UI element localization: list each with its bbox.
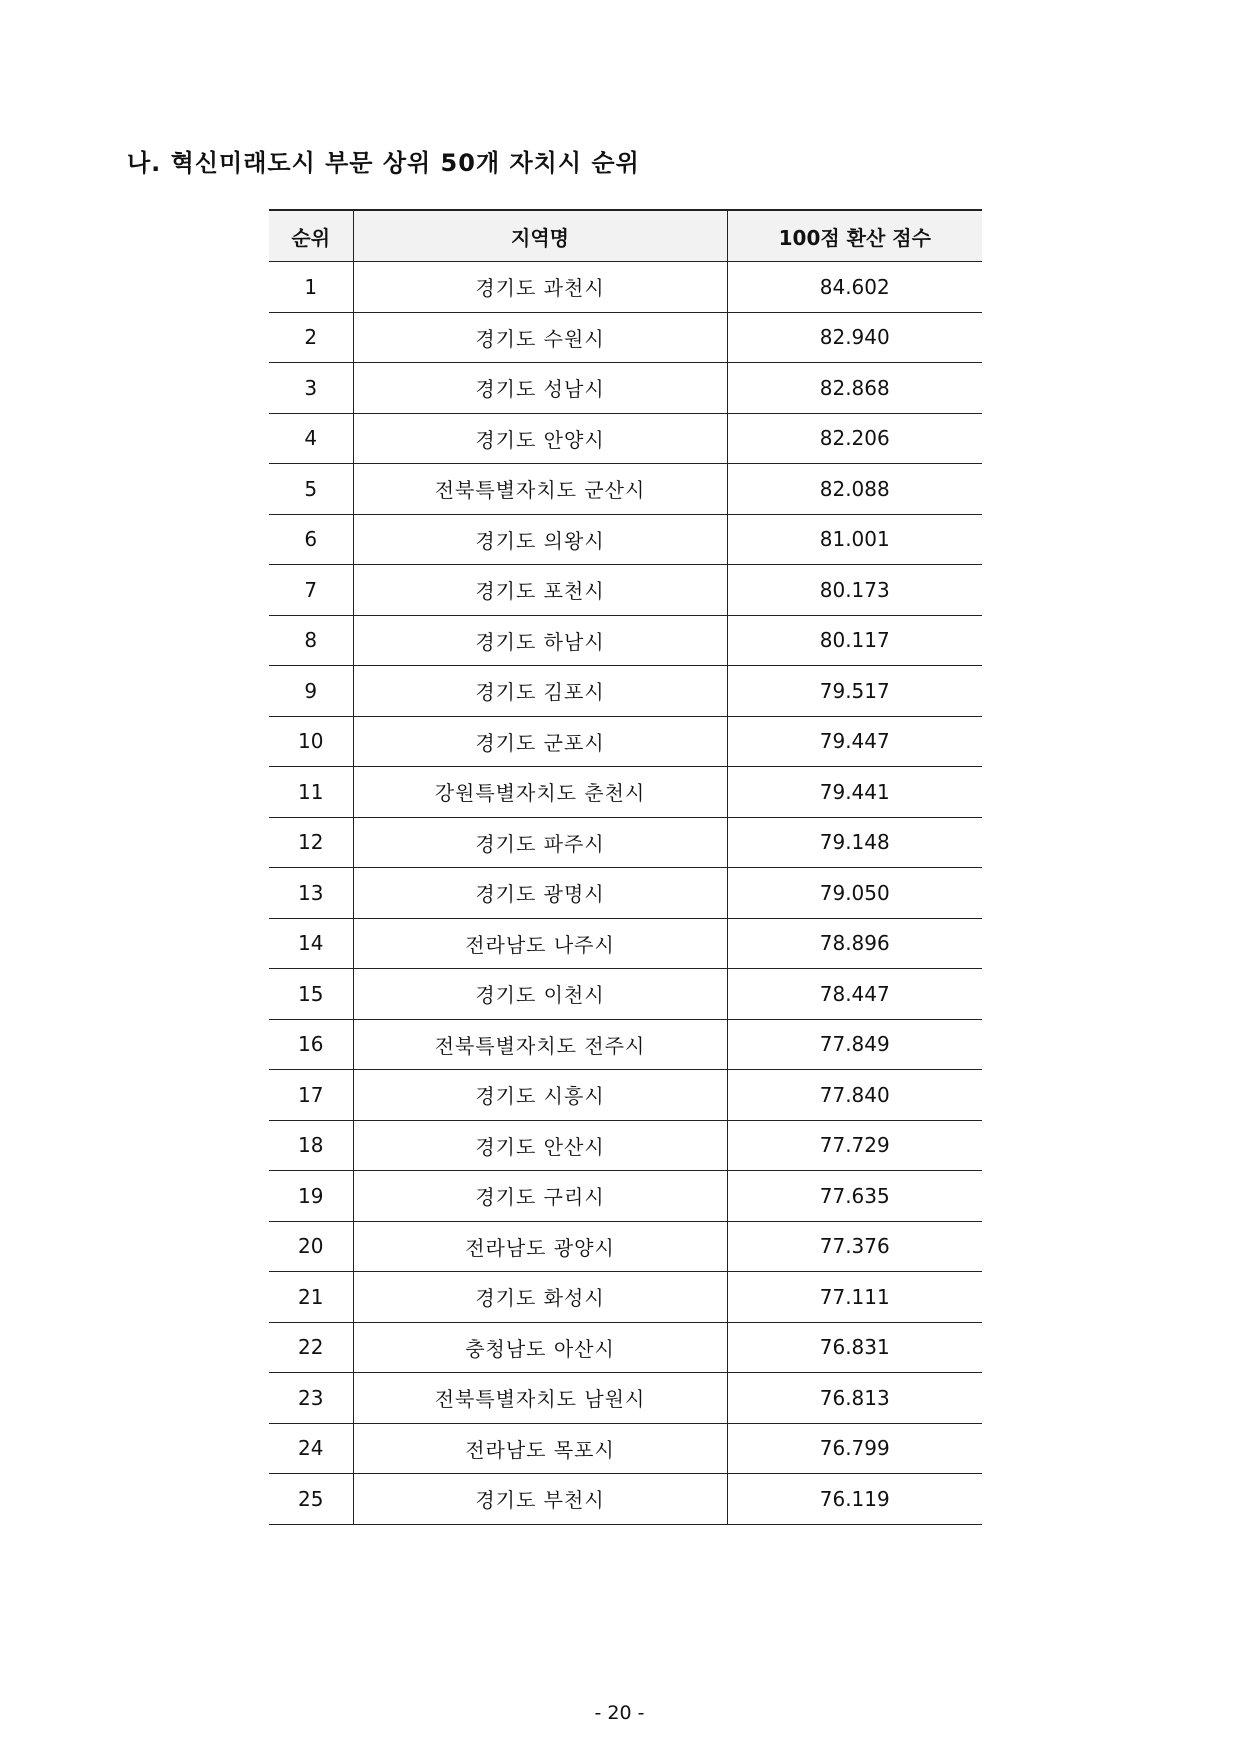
score-cell: 77.729 bbox=[727, 1120, 982, 1171]
rank-cell: 24 bbox=[269, 1423, 353, 1474]
rank-cell: 5 bbox=[269, 464, 353, 515]
page-number: - 20 - bbox=[594, 1702, 645, 1724]
table-row bbox=[269, 262, 982, 313]
rank-cell: 22 bbox=[269, 1322, 353, 1373]
region-cell: 전라남도 목포시 bbox=[353, 1423, 727, 1474]
rank-cell: 15 bbox=[269, 969, 353, 1020]
score-cell: 79.441 bbox=[727, 767, 982, 818]
table-row bbox=[269, 1272, 982, 1323]
score-cell: 82.206 bbox=[727, 413, 982, 464]
score-cell: 78.896 bbox=[727, 918, 982, 969]
region-cell: 전라남도 나주시 bbox=[353, 918, 727, 969]
score-cell: 82.088 bbox=[727, 464, 982, 515]
region-cell: 경기도 과천시 bbox=[353, 262, 727, 313]
score-cell: 77.840 bbox=[727, 1070, 982, 1121]
header-rank: 순위 bbox=[269, 210, 353, 262]
region-cell: 경기도 포천시 bbox=[353, 565, 727, 616]
region-cell: 경기도 군포시 bbox=[353, 716, 727, 767]
region-cell: 경기도 파주시 bbox=[353, 817, 727, 868]
table-row bbox=[269, 363, 982, 414]
rank-cell: 25 bbox=[269, 1474, 353, 1525]
region-cell: 경기도 성남시 bbox=[353, 363, 727, 414]
region-cell: 경기도 이천시 bbox=[353, 969, 727, 1020]
table-row bbox=[269, 1322, 982, 1373]
table-row bbox=[269, 1019, 982, 1070]
region-cell: 경기도 김포시 bbox=[353, 666, 727, 717]
region-cell: 경기도 화성시 bbox=[353, 1272, 727, 1323]
section-title: 나. 혁신미래도시 부문 상위 50개 자치시 순위 bbox=[127, 149, 640, 177]
score-cell: 80.117 bbox=[727, 615, 982, 666]
table-row bbox=[269, 1171, 982, 1222]
rank-cell: 20 bbox=[269, 1221, 353, 1272]
table-row bbox=[269, 1221, 982, 1272]
rank-cell: 16 bbox=[269, 1019, 353, 1070]
table-row bbox=[269, 514, 982, 565]
header-score: 100점 환산 점수 bbox=[727, 210, 982, 262]
score-cell: 77.376 bbox=[727, 1221, 982, 1272]
region-cell: 경기도 안산시 bbox=[353, 1120, 727, 1171]
rank-cell: 6 bbox=[269, 514, 353, 565]
table-row bbox=[269, 969, 982, 1020]
region-cell: 경기도 광명시 bbox=[353, 868, 727, 919]
region-cell: 경기도 구리시 bbox=[353, 1171, 727, 1222]
table-row bbox=[269, 716, 982, 767]
header-row bbox=[269, 210, 982, 262]
table-row bbox=[269, 312, 982, 363]
ranking-table bbox=[269, 209, 982, 1525]
score-cell: 79.050 bbox=[727, 868, 982, 919]
score-cell: 82.868 bbox=[727, 363, 982, 414]
table-header bbox=[269, 210, 982, 262]
score-cell: 76.119 bbox=[727, 1474, 982, 1525]
score-cell: 76.813 bbox=[727, 1373, 982, 1424]
table-row bbox=[269, 1373, 982, 1424]
region-cell: 전북특별자치도 군산시 bbox=[353, 464, 727, 515]
region-cell: 경기도 수원시 bbox=[353, 312, 727, 363]
score-cell: 76.831 bbox=[727, 1322, 982, 1373]
region-cell: 강원특별자치도 춘천시 bbox=[353, 767, 727, 818]
rank-cell: 23 bbox=[269, 1373, 353, 1424]
rank-cell: 10 bbox=[269, 716, 353, 767]
header-region: 지역명 bbox=[353, 210, 727, 262]
score-cell: 80.173 bbox=[727, 565, 982, 616]
score-cell: 79.517 bbox=[727, 666, 982, 717]
rank-cell: 14 bbox=[269, 918, 353, 969]
rank-cell: 7 bbox=[269, 565, 353, 616]
region-cell: 경기도 하남시 bbox=[353, 615, 727, 666]
score-cell: 77.111 bbox=[727, 1272, 982, 1323]
score-cell: 77.635 bbox=[727, 1171, 982, 1222]
rank-cell: 9 bbox=[269, 666, 353, 717]
region-cell: 경기도 안양시 bbox=[353, 413, 727, 464]
table-row bbox=[269, 1070, 982, 1121]
rank-cell: 1 bbox=[269, 262, 353, 313]
rank-cell: 2 bbox=[269, 312, 353, 363]
table-row bbox=[269, 413, 982, 464]
rank-cell: 12 bbox=[269, 817, 353, 868]
rank-cell: 21 bbox=[269, 1272, 353, 1323]
region-cell: 전북특별자치도 전주시 bbox=[353, 1019, 727, 1070]
score-cell: 82.940 bbox=[727, 312, 982, 363]
table-row bbox=[269, 615, 982, 666]
region-cell: 전북특별자치도 남원시 bbox=[353, 1373, 727, 1424]
table-body bbox=[269, 262, 982, 1525]
rank-cell: 18 bbox=[269, 1120, 353, 1171]
region-cell: 경기도 의왕시 bbox=[353, 514, 727, 565]
table-row bbox=[269, 767, 982, 818]
table-row bbox=[269, 666, 982, 717]
table-row bbox=[269, 817, 982, 868]
region-cell: 충청남도 아산시 bbox=[353, 1322, 727, 1373]
rank-cell: 17 bbox=[269, 1070, 353, 1121]
table-row bbox=[269, 565, 982, 616]
rank-cell: 19 bbox=[269, 1171, 353, 1222]
score-cell: 78.447 bbox=[727, 969, 982, 1020]
rank-cell: 4 bbox=[269, 413, 353, 464]
rank-cell: 3 bbox=[269, 363, 353, 414]
region-cell: 경기도 부천시 bbox=[353, 1474, 727, 1525]
table-row bbox=[269, 1120, 982, 1171]
rank-cell: 8 bbox=[269, 615, 353, 666]
region-cell: 경기도 시흥시 bbox=[353, 1070, 727, 1121]
score-cell: 84.602 bbox=[727, 262, 982, 313]
score-cell: 81.001 bbox=[727, 514, 982, 565]
score-cell: 76.799 bbox=[727, 1423, 982, 1474]
score-cell: 79.148 bbox=[727, 817, 982, 868]
rank-cell: 11 bbox=[269, 767, 353, 818]
table-row bbox=[269, 918, 982, 969]
table-row bbox=[269, 868, 982, 919]
table-row bbox=[269, 1423, 982, 1474]
region-cell: 전라남도 광양시 bbox=[353, 1221, 727, 1272]
score-cell: 79.447 bbox=[727, 716, 982, 767]
table-row bbox=[269, 464, 982, 515]
score-cell: 77.849 bbox=[727, 1019, 982, 1070]
table-row bbox=[269, 1474, 982, 1525]
rank-cell: 13 bbox=[269, 868, 353, 919]
